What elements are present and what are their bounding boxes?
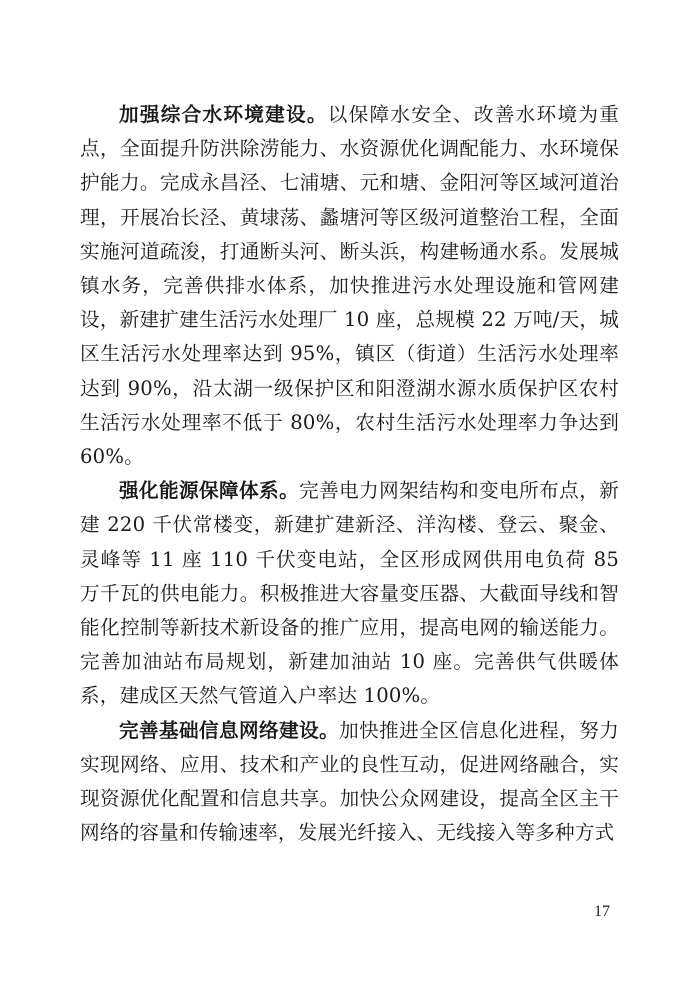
paragraph-heading: 强化能源保障体系。 <box>119 479 300 503</box>
paragraph-body: 加快推进全区信息化进程，努力实现网络、应用、技术和产业的良性互动，促进网络融合，实现资源优化配置和信息共享。加快公众网建设，提高全区主干网络的容量和传输速率，发展光纤接入、无线接入等多种方式 <box>80 718 619 845</box>
document-page <box>80 98 619 850</box>
paragraph-energy-supply <box>80 474 619 713</box>
paragraph-heading: 加强综合水环境建设。 <box>119 103 328 126</box>
paragraph-body: 以保障水安全、改善水环境为重点，全面提升防洪除涝能力、水资源优化调配能力、水环境保护能力。完成永昌泾、七浦塘、元和塘、金阳河等区域河道治理，开展冶长泾、黄埭荡、蠡塘河等区级河道整治工程，全面实施河道疏浚，打通断头河、断头浜，构建畅通水系。发展城镇水务，完善供排水体系，加快推进污水处理设施和管网建设，新建扩建生活污水处理厂 10 座，总规模 22 万吨/天，城区生活污水处理率达到 95%，镇区（街道）生活污水处理率达到 90%，沿太湖一级保护区和阳澄湖水源水质保护区农村生活污水处理率不低于 80%，农村生活污水处理率力争达到 60%。 <box>80 103 619 469</box>
paragraph-water-environment <box>80 98 619 474</box>
page-number: 17 <box>594 903 610 920</box>
paragraph-information-network <box>80 714 619 851</box>
paragraph-body: 完善电力网架结构和变电所布点，新建 220 千伏常楼变，新建扩建新泾、洋沟楼、登云、聚金、灵峰等 11 座 110 千伏变电站，全区形成网供用电负荷 85 万千瓦的供电能力。积极推进大容量变压器、大截面导线和智能化控制等新技术新设备的推广应用，提高电网的输送能力。完善加油站布局规划，新建加油站 10 座。完善供气供暖体系，建成区天然气管道入户率达 100%。 <box>80 479 619 708</box>
paragraph-heading: 完善基础信息网络建设。 <box>119 718 340 742</box>
